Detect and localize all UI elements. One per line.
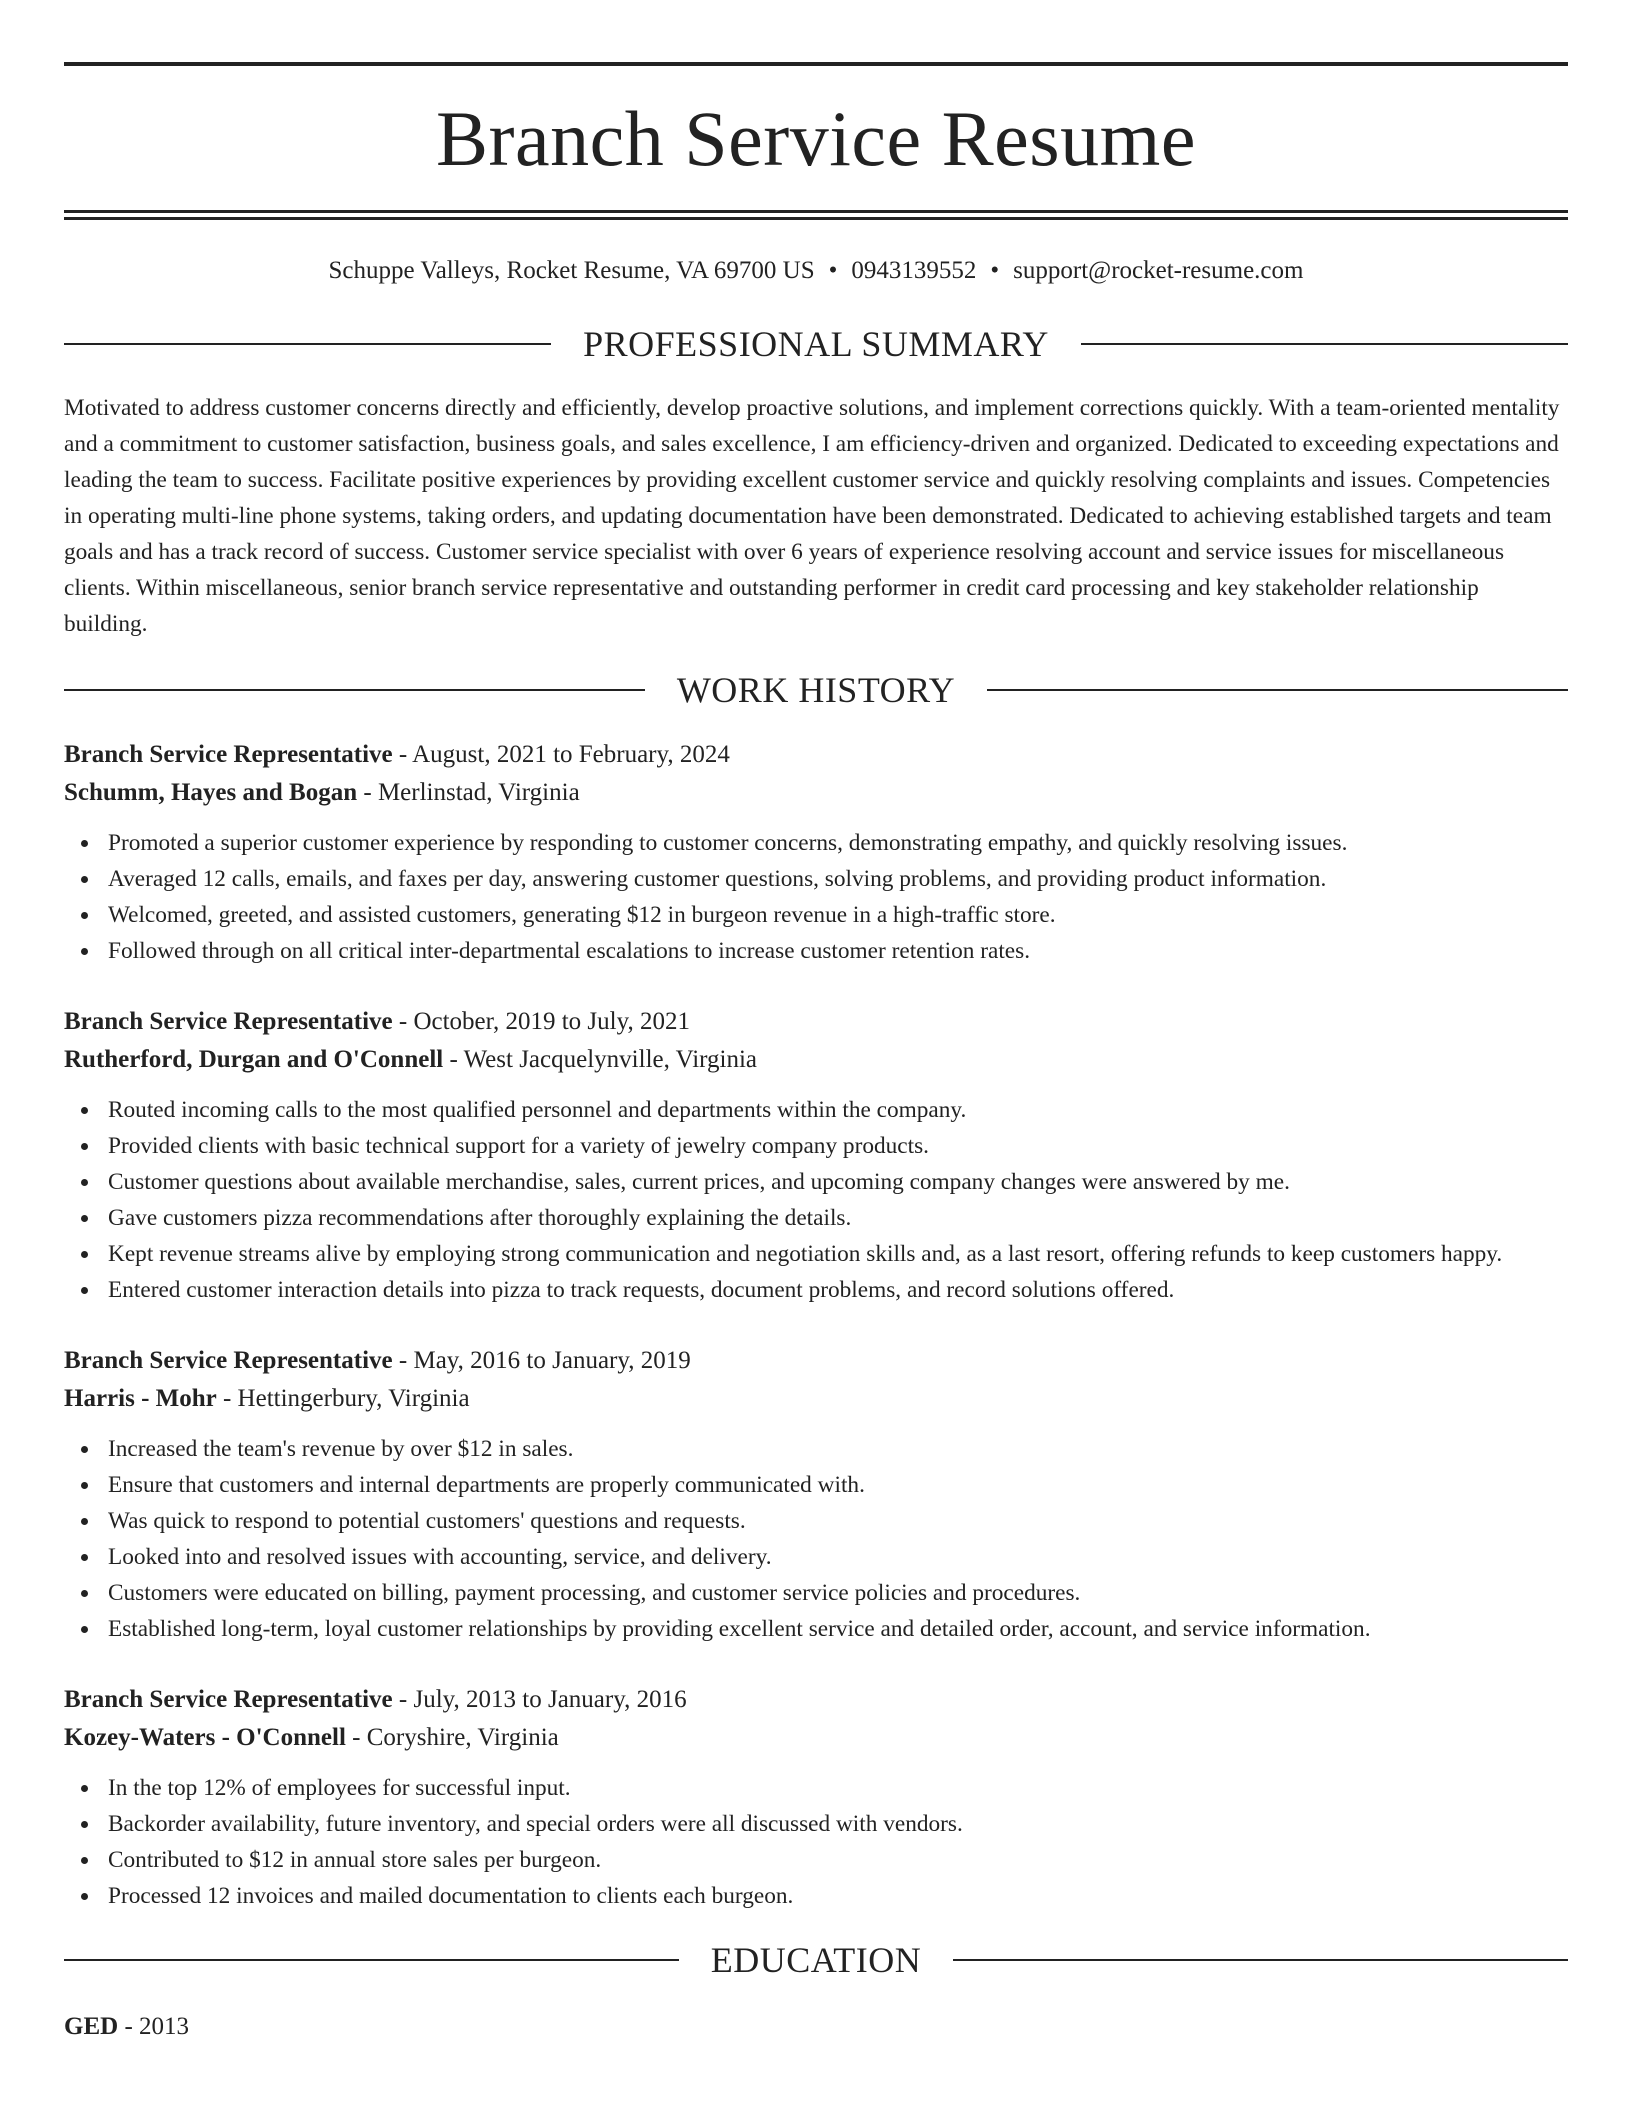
job-bullet: Looked into and resolved issues with accounting, service, and delivery.	[108, 1539, 1568, 1575]
top-rule	[64, 62, 1568, 66]
section-heading-summary	[64, 326, 1568, 362]
job-bullet: Customer questions about available merchandise, sales, current prices, and upcoming company changes were answered by me.	[108, 1164, 1568, 1200]
job-location: - West Jacquelynville, Virginia	[443, 1046, 758, 1073]
job-bullet: Kept revenue streams alive by employing strong communication and negotiation skills and, as a last resort, offering refunds to keep customers happy.	[108, 1236, 1568, 1272]
job-bullet: Promoted a superior customer experience by responding to customer concerns, demonstrating empathy, and quickly resolving issues.	[108, 825, 1568, 861]
job-bullet: Established long-term, loyal customer relationships by providing excellent service and detailed order, account, and service information.	[108, 1611, 1568, 1647]
job-bullet: Followed through on all critical inter-departmental escalations to increase customer retention rates.	[108, 933, 1568, 969]
job-dates: - October, 2019 to July, 2021	[392, 1008, 690, 1035]
contact-separator: •	[828, 257, 838, 284]
job-bullet: Gave customers pizza recommendations after thoroughly explaining the details.	[108, 1200, 1568, 1236]
heading-rule	[953, 1959, 1568, 1961]
title-double-rule	[64, 210, 1568, 220]
job-entry	[64, 1342, 1568, 1647]
job-bullet: Averaged 12 calls, emails, and faxes per day, answering customer questions, solving problems, and providing product information.	[108, 861, 1568, 897]
job-bullets	[64, 1431, 1568, 1647]
job-location: - Coryshire, Virginia	[345, 1724, 559, 1751]
job-entry	[64, 1681, 1568, 1914]
heading-rule	[64, 689, 645, 691]
job-dates: - July, 2013 to January, 2016	[392, 1686, 687, 1713]
heading-rule	[1081, 343, 1568, 345]
contact-line	[64, 256, 1568, 286]
job-company-line	[64, 1719, 1568, 1757]
job-company: Schumm, Hayes and Bogan	[64, 779, 358, 806]
job-company-line	[64, 1041, 1568, 1079]
job-entry	[64, 736, 1568, 969]
job-bullet: Backorder availability, future inventory, and special orders were all discussed with vendors.	[108, 1806, 1568, 1842]
work-history-list	[64, 736, 1568, 1914]
heading-rule	[64, 1959, 679, 1961]
job-title-line	[64, 736, 1568, 774]
job-company-line	[64, 1380, 1568, 1418]
job-bullets	[64, 825, 1568, 969]
job-bullet: Processed 12 invoices and mailed documentation to clients each burgeon.	[108, 1878, 1568, 1914]
job-location: - Merlinstad, Virginia	[357, 779, 580, 806]
education-degree: GED	[64, 2013, 119, 2040]
contact-separator: •	[990, 257, 1000, 284]
job-company: Kozey-Waters - O'Connell	[64, 1724, 346, 1751]
contact-email: support@rocket-resume.com	[1013, 257, 1304, 284]
job-title-line	[64, 1003, 1568, 1041]
job-bullet: In the top 12% of employees for successful input.	[108, 1770, 1568, 1806]
education-year: - 2013	[118, 2013, 190, 2040]
job-company-line	[64, 774, 1568, 812]
section-heading-work	[64, 672, 1568, 708]
job-title: Branch Service Representative	[64, 1347, 393, 1374]
job-title-line	[64, 1681, 1568, 1719]
job-bullet: Was quick to respond to potential customers' questions and requests.	[108, 1503, 1568, 1539]
page-title: Branch Service Resume	[436, 95, 1196, 182]
section-heading-label: EDUCATION	[710, 1940, 922, 1980]
job-company: Harris - Mohr	[64, 1385, 217, 1412]
job-bullets	[64, 1092, 1568, 1308]
job-title: Branch Service Representative	[64, 1008, 393, 1035]
job-dates: - August, 2021 to February, 2024	[392, 741, 730, 768]
contact-phone: 0943139552	[851, 257, 977, 284]
contact-address: Schuppe Valleys, Rocket Resume, VA 69700 US	[328, 257, 815, 284]
heading-rule	[64, 343, 551, 345]
heading-rule	[987, 689, 1568, 691]
job-title-line	[64, 1342, 1568, 1380]
job-bullet: Routed incoming calls to the most qualified personnel and departments within the company.	[108, 1092, 1568, 1128]
job-company: Rutherford, Durgan and O'Connell	[64, 1046, 444, 1073]
job-dates: - May, 2016 to January, 2019	[392, 1347, 691, 1374]
job-bullet: Customers were educated on billing, payment processing, and customer service policies and procedures.	[108, 1575, 1568, 1611]
job-bullet: Welcomed, greeted, and assisted customers, generating $12 in burgeon revenue in a high-traffic store.	[108, 897, 1568, 933]
section-heading-label: WORK HISTORY	[676, 670, 956, 710]
job-bullet: Contributed to $12 in annual store sales per burgeon.	[108, 1842, 1568, 1878]
job-title: Branch Service Representative	[64, 741, 393, 768]
section-heading-label: PROFESSIONAL SUMMARY	[583, 324, 1049, 364]
job-location: - Hettingerbury, Virginia	[216, 1385, 470, 1412]
professional-summary: Motivated to address customer concerns directly and efficiently, develop proactive solutions, and implement corrections quickly. With a team-oriented mentality and a commitment to customer satisfaction, business goals, and sales excellence, I am efficiency-driven and organized. Dedicated to exceeding expectations and leading the team to success. Facilitate positive experiences by providing excellent customer service and quickly resolving complaints and issues. Competencies in operating multi-line phone systems, taking orders, and updating documentation have been demonstrated. Dedicated to achieving established targets and team goals and has a track record of success. Customer service specialist with over 6 years of experience resolving account and service issues for miscellaneous clients. Within miscellaneous, senior branch service representative and outstanding performer in credit card processing and key stakeholder relationship building.	[64, 395, 1560, 637]
job-bullet: Increased the team's revenue by over $12 in sales.	[108, 1431, 1568, 1467]
job-entry	[64, 1003, 1568, 1308]
job-bullets	[64, 1770, 1568, 1914]
section-heading-education	[64, 1942, 1568, 1978]
education-entry	[64, 2008, 1568, 2046]
job-bullet: Provided clients with basic technical support for a variety of jewelry company products.	[108, 1128, 1568, 1164]
job-bullet: Entered customer interaction details into pizza to track requests, document problems, and record solutions offered.	[108, 1272, 1568, 1308]
job-bullet: Ensure that customers and internal departments are properly communicated with.	[108, 1467, 1568, 1503]
job-title: Branch Service Representative	[64, 1686, 393, 1713]
